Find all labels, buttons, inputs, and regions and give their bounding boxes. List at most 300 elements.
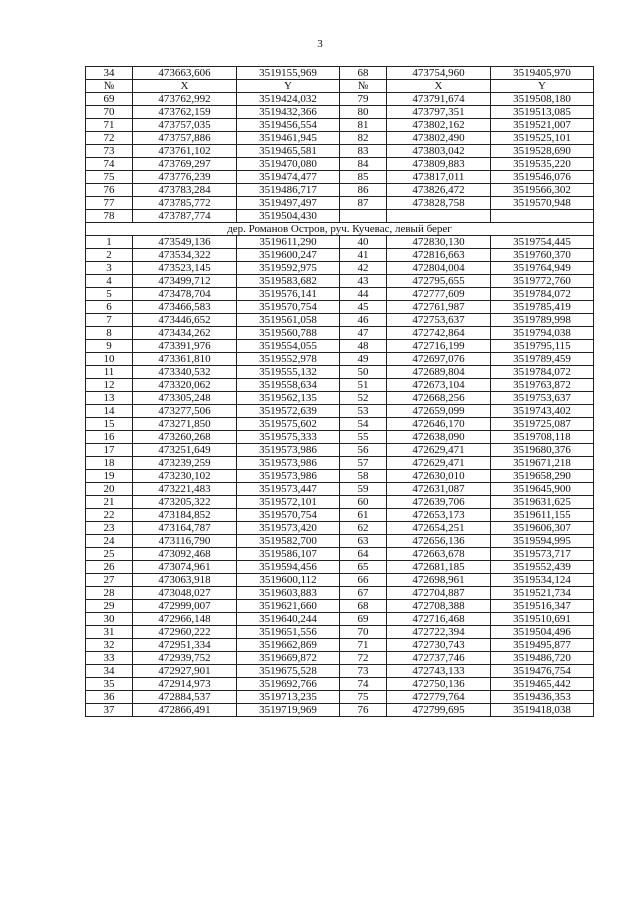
point-number-cell: 47 — [340, 327, 387, 340]
y-coordinate-cell: 3519570,948 — [491, 197, 594, 210]
y-coordinate-cell — [491, 210, 594, 223]
point-number-cell: 84 — [340, 158, 387, 171]
y-coordinate-cell: 3519719,969 — [237, 704, 340, 717]
point-number-cell: 87 — [340, 197, 387, 210]
x-coordinate-cell: 473762,159 — [133, 106, 237, 119]
coordinates-table — [85, 66, 594, 717]
table-row — [86, 535, 594, 548]
table-row — [86, 496, 594, 509]
y-coordinate-cell: 3519486,720 — [491, 652, 594, 665]
x-coordinate-cell: 473074,961 — [133, 561, 237, 574]
point-number-cell: 2 — [86, 249, 133, 262]
x-coordinate-cell: 473239,259 — [133, 457, 237, 470]
table-row — [86, 379, 594, 392]
table-row — [86, 704, 594, 717]
x-coordinate-cell: 473757,886 — [133, 132, 237, 145]
y-coordinate-cell: 3519753,637 — [491, 392, 594, 405]
y-coordinate-cell: 3519785,419 — [491, 301, 594, 314]
x-coordinate-cell: 473260,268 — [133, 431, 237, 444]
page-number: 3 — [317, 38, 323, 50]
y-coordinate-cell: 3519525,101 — [491, 132, 594, 145]
y-coordinate-cell: 3519743,402 — [491, 405, 594, 418]
table-row — [86, 574, 594, 587]
table-row — [86, 327, 594, 340]
x-coordinate-cell: 473305,248 — [133, 392, 237, 405]
point-number-cell: 56 — [340, 444, 387, 457]
x-coordinate-cell: 473663,606 — [133, 67, 237, 80]
y-coordinate-cell: 3519586,107 — [237, 548, 340, 561]
x-coordinate-cell: 473803,042 — [387, 145, 491, 158]
y-coordinate-cell: 3519155,969 — [237, 67, 340, 80]
point-number-cell: 19 — [86, 470, 133, 483]
y-coordinate-cell: 3519552,439 — [491, 561, 594, 574]
point-number-cell: 52 — [340, 392, 387, 405]
y-coordinate-cell: 3519725,087 — [491, 418, 594, 431]
x-coordinate-cell: 472830,130 — [387, 236, 491, 249]
y-coordinate-cell: 3519784,072 — [491, 366, 594, 379]
y-coordinate-cell: 3519763,872 — [491, 379, 594, 392]
point-number-cell: 23 — [86, 522, 133, 535]
y-coordinate-cell: 3519671,218 — [491, 457, 594, 470]
header-x-cell: X — [387, 80, 491, 93]
point-number-cell: 42 — [340, 262, 387, 275]
y-coordinate-cell: 3519504,496 — [491, 626, 594, 639]
y-coordinate-cell: 3519456,554 — [237, 119, 340, 132]
point-number-cell: 13 — [86, 392, 133, 405]
x-coordinate-cell: 472779,764 — [387, 691, 491, 704]
x-coordinate-cell: 473320,062 — [133, 379, 237, 392]
table-header-row — [86, 80, 594, 93]
x-coordinate-cell: 473434,262 — [133, 327, 237, 340]
y-coordinate-cell: 3519603,883 — [237, 587, 340, 600]
table-row — [86, 431, 594, 444]
y-coordinate-cell: 3519508,180 — [491, 93, 594, 106]
x-coordinate-cell: 473754,960 — [387, 67, 491, 80]
point-number-cell: 22 — [86, 509, 133, 522]
point-number-cell: 26 — [86, 561, 133, 574]
header-x-cell: X — [133, 80, 237, 93]
y-coordinate-cell: 3519621,660 — [237, 600, 340, 613]
x-coordinate-cell: 472737,746 — [387, 652, 491, 665]
y-coordinate-cell: 3519546,076 — [491, 171, 594, 184]
table-row — [86, 301, 594, 314]
table-row — [86, 210, 594, 223]
point-number-cell: 75 — [340, 691, 387, 704]
table-row — [86, 171, 594, 184]
y-coordinate-cell: 3519405,970 — [491, 67, 594, 80]
x-coordinate-cell: 473797,351 — [387, 106, 491, 119]
point-number-cell: 54 — [340, 418, 387, 431]
table-row-top — [86, 67, 594, 80]
y-coordinate-cell: 3519680,376 — [491, 444, 594, 457]
table-row — [86, 691, 594, 704]
point-number-cell: 76 — [340, 704, 387, 717]
x-coordinate-cell: 473769,297 — [133, 158, 237, 171]
x-coordinate-cell: 473783,284 — [133, 184, 237, 197]
point-number-cell: 79 — [340, 93, 387, 106]
y-coordinate-cell: 3519575,333 — [237, 431, 340, 444]
x-coordinate-cell: 472646,170 — [387, 418, 491, 431]
point-number-cell: 82 — [340, 132, 387, 145]
point-number-cell: 76 — [86, 184, 133, 197]
x-coordinate-cell: 473184,852 — [133, 509, 237, 522]
x-coordinate-cell: 473277,506 — [133, 405, 237, 418]
table-row — [86, 587, 594, 600]
table-row — [86, 314, 594, 327]
header-number-cell: № — [340, 80, 387, 93]
x-coordinate-cell: 473391,976 — [133, 340, 237, 353]
y-coordinate-cell: 3519476,754 — [491, 665, 594, 678]
y-coordinate-cell: 3519504,430 — [237, 210, 340, 223]
point-number-cell: 68 — [340, 600, 387, 613]
point-number-cell: 44 — [340, 288, 387, 301]
y-coordinate-cell: 3519486,717 — [237, 184, 340, 197]
x-coordinate-cell: 472951,334 — [133, 639, 237, 652]
x-coordinate-cell: 472966,148 — [133, 613, 237, 626]
y-coordinate-cell: 3519669,872 — [237, 652, 340, 665]
x-coordinate-cell: 472654,251 — [387, 522, 491, 535]
y-coordinate-cell: 3519789,998 — [491, 314, 594, 327]
point-number-cell: 40 — [340, 236, 387, 249]
point-number-cell: 60 — [340, 496, 387, 509]
y-coordinate-cell: 3519566,302 — [491, 184, 594, 197]
point-number-cell: 25 — [86, 548, 133, 561]
point-number-cell: 35 — [86, 678, 133, 691]
x-coordinate-cell: 472750,136 — [387, 678, 491, 691]
point-number-cell: 37 — [86, 704, 133, 717]
y-coordinate-cell: 3519573,986 — [237, 444, 340, 457]
y-coordinate-cell: 3519573,717 — [491, 548, 594, 561]
y-coordinate-cell: 3519789,459 — [491, 353, 594, 366]
point-number-cell: 59 — [340, 483, 387, 496]
y-coordinate-cell: 3519573,447 — [237, 483, 340, 496]
x-coordinate-cell: 472799,695 — [387, 704, 491, 717]
point-number-cell — [340, 210, 387, 223]
x-coordinate-cell: 473762,992 — [133, 93, 237, 106]
table-row — [86, 561, 594, 574]
x-coordinate-cell: 473116,790 — [133, 535, 237, 548]
table-row — [86, 132, 594, 145]
y-coordinate-cell: 3519631,625 — [491, 496, 594, 509]
point-number-cell: 72 — [86, 132, 133, 145]
y-coordinate-cell: 3519528,690 — [491, 145, 594, 158]
x-coordinate-cell: 473340,532 — [133, 366, 237, 379]
y-coordinate-cell: 3519594,456 — [237, 561, 340, 574]
table-row — [86, 197, 594, 210]
y-coordinate-cell: 3519513,085 — [491, 106, 594, 119]
point-number-cell: 70 — [340, 626, 387, 639]
x-coordinate-cell: 473523,145 — [133, 262, 237, 275]
y-coordinate-cell: 3519645,900 — [491, 483, 594, 496]
y-coordinate-cell: 3519436,353 — [491, 691, 594, 704]
table-row — [86, 145, 594, 158]
x-coordinate-cell: 472630,010 — [387, 470, 491, 483]
y-coordinate-cell: 3519561,058 — [237, 314, 340, 327]
point-number-cell: 5 — [86, 288, 133, 301]
x-coordinate-cell: 473092,468 — [133, 548, 237, 561]
y-coordinate-cell: 3519497,497 — [237, 197, 340, 210]
header-y-cell: Y — [237, 80, 340, 93]
y-coordinate-cell: 3519576,141 — [237, 288, 340, 301]
point-number-cell: 30 — [86, 613, 133, 626]
x-coordinate-cell: 472743,133 — [387, 665, 491, 678]
x-coordinate-cell: 472939,752 — [133, 652, 237, 665]
point-number-cell: 43 — [340, 275, 387, 288]
table-row — [86, 639, 594, 652]
point-number-cell: 58 — [340, 470, 387, 483]
x-coordinate-cell: 472716,468 — [387, 613, 491, 626]
header-number-cell: № — [86, 80, 133, 93]
point-number-cell: 49 — [340, 353, 387, 366]
x-coordinate-cell: 473063,918 — [133, 574, 237, 587]
y-coordinate-cell: 3519552,978 — [237, 353, 340, 366]
x-coordinate-cell: 472681,185 — [387, 561, 491, 574]
x-coordinate-cell: 472761,987 — [387, 301, 491, 314]
table-row — [86, 93, 594, 106]
x-coordinate-cell: 473251,649 — [133, 444, 237, 457]
point-number-cell: 21 — [86, 496, 133, 509]
y-coordinate-cell: 3519465,581 — [237, 145, 340, 158]
point-number-cell: 74 — [340, 678, 387, 691]
x-coordinate-cell: 473809,883 — [387, 158, 491, 171]
y-coordinate-cell: 3519784,072 — [491, 288, 594, 301]
y-coordinate-cell: 3519772,760 — [491, 275, 594, 288]
point-number-cell: 29 — [86, 600, 133, 613]
x-coordinate-cell: 472914,973 — [133, 678, 237, 691]
section-title: дер. Романов Остров, руч. Кучевас, левый берег — [86, 223, 594, 236]
x-coordinate-cell: 473164,787 — [133, 522, 237, 535]
y-coordinate-cell: 3519474,477 — [237, 171, 340, 184]
point-number-cell: 62 — [340, 522, 387, 535]
y-coordinate-cell: 3519572,101 — [237, 496, 340, 509]
y-coordinate-cell: 3519708,118 — [491, 431, 594, 444]
x-coordinate-cell: 473205,322 — [133, 496, 237, 509]
x-coordinate-cell: 473221,483 — [133, 483, 237, 496]
x-coordinate-cell: 473466,583 — [133, 301, 237, 314]
point-number-cell: 12 — [86, 379, 133, 392]
y-coordinate-cell: 3519534,124 — [491, 574, 594, 587]
table-row — [86, 613, 594, 626]
y-coordinate-cell: 3519640,244 — [237, 613, 340, 626]
point-number-cell: 10 — [86, 353, 133, 366]
table-row — [86, 418, 594, 431]
y-coordinate-cell: 3519658,290 — [491, 470, 594, 483]
x-coordinate-cell: 473791,674 — [387, 93, 491, 106]
y-coordinate-cell: 3519470,080 — [237, 158, 340, 171]
point-number-cell: 55 — [340, 431, 387, 444]
x-coordinate-cell: 473446,652 — [133, 314, 237, 327]
header-y-cell: Y — [491, 80, 594, 93]
x-coordinate-cell: 472689,804 — [387, 366, 491, 379]
y-coordinate-cell: 3519611,290 — [237, 236, 340, 249]
table-row — [86, 106, 594, 119]
x-coordinate-cell: 472866,491 — [133, 704, 237, 717]
x-coordinate-cell: 473802,162 — [387, 119, 491, 132]
point-number-cell: 66 — [340, 574, 387, 587]
point-number-cell: 50 — [340, 366, 387, 379]
point-number-cell: 64 — [340, 548, 387, 561]
point-number-cell: 17 — [86, 444, 133, 457]
y-coordinate-cell: 3519572,639 — [237, 405, 340, 418]
x-coordinate-cell: 472722,394 — [387, 626, 491, 639]
x-coordinate-cell: 472629,471 — [387, 457, 491, 470]
x-coordinate-cell: 472653,173 — [387, 509, 491, 522]
x-coordinate-cell: 473828,758 — [387, 197, 491, 210]
x-coordinate-cell: 472708,388 — [387, 600, 491, 613]
x-coordinate-cell: 472804,004 — [387, 262, 491, 275]
x-coordinate-cell: 473776,239 — [133, 171, 237, 184]
point-number-cell: 9 — [86, 340, 133, 353]
x-coordinate-cell: 473549,136 — [133, 236, 237, 249]
table-row — [86, 340, 594, 353]
table-row — [86, 405, 594, 418]
table-row — [86, 249, 594, 262]
table-row — [86, 262, 594, 275]
y-coordinate-cell: 3519760,370 — [491, 249, 594, 262]
section-title-row — [86, 223, 594, 236]
point-number-cell: 14 — [86, 405, 133, 418]
y-coordinate-cell: 3519794,038 — [491, 327, 594, 340]
y-coordinate-cell: 3519424,032 — [237, 93, 340, 106]
x-coordinate-cell: 472716,199 — [387, 340, 491, 353]
x-coordinate-cell: 472698,961 — [387, 574, 491, 587]
x-coordinate-cell: 472884,537 — [133, 691, 237, 704]
point-number-cell: 78 — [86, 210, 133, 223]
point-number-cell: 34 — [86, 665, 133, 678]
point-number-cell: 75 — [86, 171, 133, 184]
coordinates-table-body — [86, 67, 594, 717]
y-coordinate-cell: 3519495,877 — [491, 639, 594, 652]
y-coordinate-cell: 3519592,975 — [237, 262, 340, 275]
y-coordinate-cell: 3519573,986 — [237, 457, 340, 470]
point-number-cell: 73 — [340, 665, 387, 678]
y-coordinate-cell: 3519713,235 — [237, 691, 340, 704]
y-coordinate-cell: 3519651,556 — [237, 626, 340, 639]
table-row — [86, 392, 594, 405]
point-number-cell: 74 — [86, 158, 133, 171]
y-coordinate-cell: 3519554,055 — [237, 340, 340, 353]
x-coordinate-cell: 472631,087 — [387, 483, 491, 496]
x-coordinate-cell: 472960,222 — [133, 626, 237, 639]
point-number-cell: 27 — [86, 574, 133, 587]
y-coordinate-cell: 3519583,682 — [237, 275, 340, 288]
point-number-cell: 18 — [86, 457, 133, 470]
y-coordinate-cell: 3519600,247 — [237, 249, 340, 262]
x-coordinate-cell: 473478,704 — [133, 288, 237, 301]
point-number-cell: 31 — [86, 626, 133, 639]
point-number-cell: 68 — [340, 67, 387, 80]
point-number-cell: 86 — [340, 184, 387, 197]
x-coordinate-cell: 472673,104 — [387, 379, 491, 392]
y-coordinate-cell: 3519560,788 — [237, 327, 340, 340]
point-number-cell: 7 — [86, 314, 133, 327]
point-number-cell: 69 — [86, 93, 133, 106]
x-coordinate-cell: 473787,774 — [133, 210, 237, 223]
point-number-cell: 48 — [340, 340, 387, 353]
point-number-cell: 63 — [340, 535, 387, 548]
x-coordinate-cell: 472730,743 — [387, 639, 491, 652]
x-coordinate-cell: 472777,609 — [387, 288, 491, 301]
point-number-cell: 46 — [340, 314, 387, 327]
x-coordinate-cell: 472629,471 — [387, 444, 491, 457]
y-coordinate-cell: 3519432,366 — [237, 106, 340, 119]
y-coordinate-cell: 3519461,945 — [237, 132, 340, 145]
y-coordinate-cell: 3519562,135 — [237, 392, 340, 405]
point-number-cell: 41 — [340, 249, 387, 262]
point-number-cell: 70 — [86, 106, 133, 119]
point-number-cell: 83 — [340, 145, 387, 158]
point-number-cell: 77 — [86, 197, 133, 210]
y-coordinate-cell: 3519570,754 — [237, 301, 340, 314]
y-coordinate-cell: 3519594,995 — [491, 535, 594, 548]
x-coordinate-cell: 473802,490 — [387, 132, 491, 145]
y-coordinate-cell: 3519675,528 — [237, 665, 340, 678]
y-coordinate-cell: 3519600,112 — [237, 574, 340, 587]
x-coordinate-cell: 472742,864 — [387, 327, 491, 340]
y-coordinate-cell: 3519465,442 — [491, 678, 594, 691]
x-coordinate-cell — [387, 210, 491, 223]
point-number-cell: 16 — [86, 431, 133, 444]
x-coordinate-cell: 473817,011 — [387, 171, 491, 184]
point-number-cell: 32 — [86, 639, 133, 652]
x-coordinate-cell: 473048,027 — [133, 587, 237, 600]
x-coordinate-cell: 473271,850 — [133, 418, 237, 431]
x-coordinate-cell: 472795,655 — [387, 275, 491, 288]
x-coordinate-cell: 472704,887 — [387, 587, 491, 600]
point-number-cell: 69 — [340, 613, 387, 626]
x-coordinate-cell: 473761,102 — [133, 145, 237, 158]
x-coordinate-cell: 472659,099 — [387, 405, 491, 418]
point-number-cell: 71 — [86, 119, 133, 132]
x-coordinate-cell: 472656,136 — [387, 535, 491, 548]
point-number-cell: 85 — [340, 171, 387, 184]
point-number-cell: 36 — [86, 691, 133, 704]
point-number-cell: 1 — [86, 236, 133, 249]
point-number-cell: 67 — [340, 587, 387, 600]
y-coordinate-cell: 3519754,445 — [491, 236, 594, 249]
point-number-cell: 51 — [340, 379, 387, 392]
point-number-cell: 24 — [86, 535, 133, 548]
y-coordinate-cell: 3519692,766 — [237, 678, 340, 691]
table-row — [86, 353, 594, 366]
point-number-cell: 34 — [86, 67, 133, 80]
point-number-cell: 45 — [340, 301, 387, 314]
table-row — [86, 600, 594, 613]
table-row — [86, 509, 594, 522]
y-coordinate-cell: 3519521,734 — [491, 587, 594, 600]
point-number-cell: 81 — [340, 119, 387, 132]
x-coordinate-cell: 472816,663 — [387, 249, 491, 262]
table-row — [86, 652, 594, 665]
table-row — [86, 444, 594, 457]
y-coordinate-cell: 3519535,220 — [491, 158, 594, 171]
x-coordinate-cell: 472638,090 — [387, 431, 491, 444]
table-row — [86, 184, 594, 197]
table-row — [86, 548, 594, 561]
y-coordinate-cell: 3519570,754 — [237, 509, 340, 522]
table-row — [86, 665, 594, 678]
x-coordinate-cell: 472668,256 — [387, 392, 491, 405]
point-number-cell: 20 — [86, 483, 133, 496]
table-row — [86, 483, 594, 496]
table-row — [86, 119, 594, 132]
table-row — [86, 626, 594, 639]
x-coordinate-cell: 472927,901 — [133, 665, 237, 678]
x-coordinate-cell: 473757,035 — [133, 119, 237, 132]
y-coordinate-cell: 3519575,602 — [237, 418, 340, 431]
y-coordinate-cell: 3519662,869 — [237, 639, 340, 652]
point-number-cell: 57 — [340, 457, 387, 470]
